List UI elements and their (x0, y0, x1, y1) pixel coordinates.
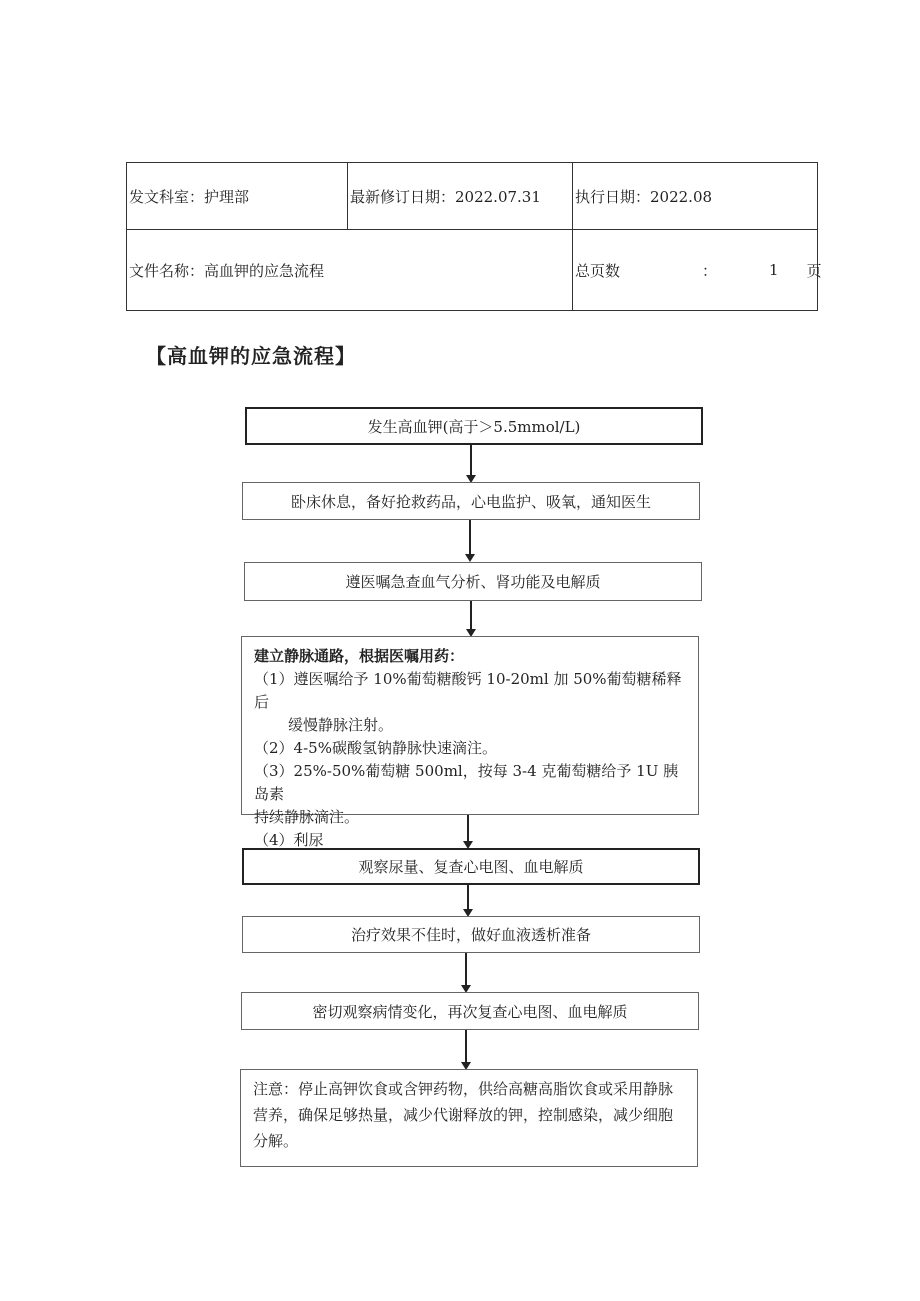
arrow-down-icon (467, 885, 469, 915)
pages-colon: ： (702, 261, 718, 280)
revised-date-cell: 最新修订日期：2022.07.31 (348, 163, 573, 230)
medication-item-1-cont: 缓慢静脉注射。 (288, 716, 394, 734)
arrow-down-icon (469, 520, 471, 560)
pages-count: 1 (769, 261, 779, 279)
medication-item-3: （3）25%-50%葡萄糖 500ml，按每 3-4 克葡萄糖给予 1U 胰岛素 (254, 762, 679, 803)
flow-step-observe: 观察尿量、复查心电图、血电解质 (242, 848, 700, 885)
medication-item-1: （1）遵医嘱给予 10%葡萄糖酸钙 10-20ml 加 50%葡萄糖稀释后 (254, 670, 682, 711)
pages-unit: 页 (806, 261, 822, 280)
arrow-down-icon (465, 1030, 467, 1068)
arrow-down-icon (465, 953, 467, 991)
section-title: 【高血钾的应急流程】 (146, 344, 356, 368)
filename-cell: 文件名称：高血钾的应急流程 (127, 230, 573, 311)
flow-step-recheck: 密切观察病情变化，再次复查心电图、血电解质 (241, 992, 699, 1030)
flow-step-medication (241, 636, 699, 849)
effective-date-cell: 执行日期：2022.08 (573, 163, 818, 230)
arrow-down-icon (470, 445, 472, 481)
flow-step-bedrest: 卧床休息，备好抢救药品，心电监护、吸氧，通知医生 (242, 482, 700, 520)
document-header-table (126, 162, 822, 311)
page-count-cell (573, 230, 822, 311)
arrow-down-icon (470, 601, 472, 635)
flow-step-onset: 发生高血钾(高于＞5.5mmol/L) (245, 407, 703, 445)
arrow-down-icon (467, 815, 469, 847)
medication-heading: 建立静脉通路，根据医嘱用药： (254, 647, 465, 665)
pages-label: 总页数 (575, 261, 621, 280)
medication-item-2: （2）4-5%碳酸氢钠静脉快速滴注。 (254, 739, 497, 757)
flow-note: 注意：停止高钾饮食或含钾药物，供给高糖高脂饮食或采用静脉营养，确保足够热量，减少代谢释放的钾，控制感染，减少细胞分解。 (240, 1069, 698, 1167)
medication-item-3-cont: 持续静脉滴注。 (254, 808, 360, 826)
department-cell: 发文科室：护理部 (127, 163, 348, 230)
flow-step-lab-tests: 遵医嘱急查血气分析、肾功能及电解质 (244, 562, 702, 601)
flow-step-dialysis: 治疗效果不佳时，做好血液透析准备 (242, 916, 700, 953)
medication-item-4: （4）利尿 (254, 831, 324, 849)
